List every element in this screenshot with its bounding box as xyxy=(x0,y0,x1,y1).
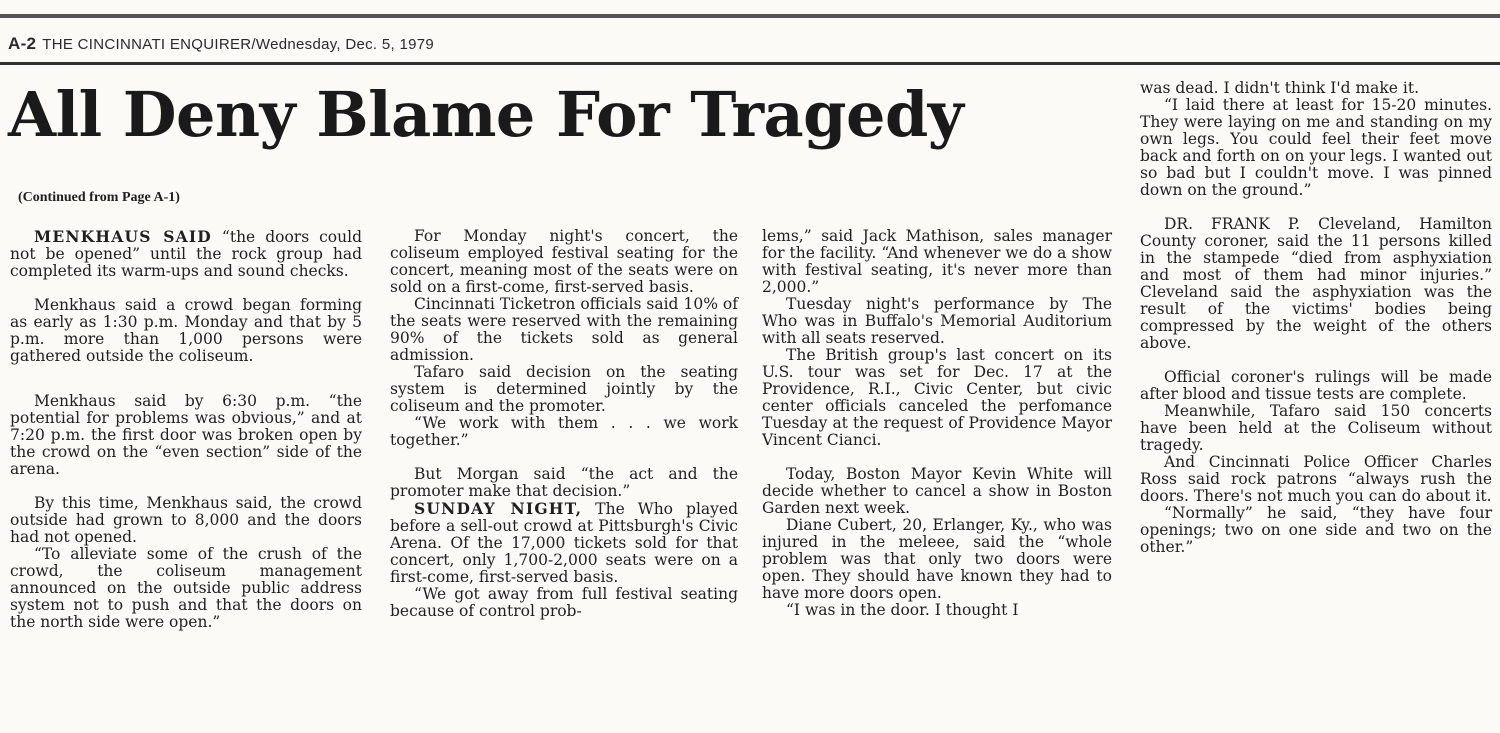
paragraph: MENKHAUS SAID “the doors could not be opened” until the rock group had completed its warm-ups and sound checks. xyxy=(10,227,362,280)
paragraph: Diane Cubert, 20, Erlanger, Ky., who was injured in the meleee, said the “whole problem was that only two doors were open. They should have known they had to have more doors open. xyxy=(762,516,1112,602)
paragraph: Tuesday night's performance by The Who was in Buffalo's Memorial Auditorium with all seats reserved. xyxy=(762,295,1112,347)
paragraph: Menkhaus said a crowd began forming as early as 1:30 p.m. Monday and that by 5 p.m. more than 1,000 persons were gathered outside the coliseum. xyxy=(10,296,362,365)
lead-in: MENKHAUS SAID xyxy=(34,227,212,246)
top-border xyxy=(0,14,1500,18)
continued-note: (Continued from Page A-1) xyxy=(18,190,180,205)
paragraph: “We got away from full festival seating because of control prob- xyxy=(390,585,738,620)
paragraph: For Monday night's concert, the coliseum employed festival seating for the concert, meaning most of the seats were on sold on a first-come, first-served basis. xyxy=(390,227,738,296)
headline: All Deny Blame For Tragedy xyxy=(8,78,964,151)
paragraph: Meanwhile, Tafaro said 150 concerts have been held at the Coliseum without tragedy. xyxy=(1140,402,1492,454)
paragraph: “Normally” he said, “they have four openings; two on one side and two on the other.” xyxy=(1140,504,1492,556)
column-2 xyxy=(390,228,738,620)
paragraph: Cincinnati Ticketron officials said 10% of the seats were reserved with the remaining 90% of the tickets sold as general admission. xyxy=(390,295,738,364)
column-4 xyxy=(1140,80,1492,556)
paragraph: But Morgan said “the act and the promoter make that decision.” xyxy=(390,465,738,500)
paragraph: “I laid there at least for 15-20 minutes. They were laying on me and standing on my own legs. You could feel their feet move back and forth on on your legs. I wanted out so bad but I couldn't move. I was pinned down on the ground.” xyxy=(1140,96,1492,199)
paragraph: DR. FRANK P. Cleveland, Hamilton County coroner, said the 11 persons killed in the stampede “died from asphyxiation and most of them had minor injuries.” Cleveland said the asphyxiation was the result of the victims' bodies being compressed by the weight of the others above. xyxy=(1140,215,1492,352)
column-1 xyxy=(10,228,362,631)
paragraph: Today, Boston Mayor Kevin White will decide whether to cancel a show in Boston Garden next week. xyxy=(762,465,1112,517)
lead-in: SUNDAY NIGHT, xyxy=(414,499,583,518)
column-3 xyxy=(762,228,1112,619)
paragraph: “I was in the door. I thought I xyxy=(786,601,1019,619)
paragraph: “To alleviate some of the crush of the crowd, the coliseum management announced on the outside public address system not to push and that the doors on the north side were open.” xyxy=(10,545,362,631)
paragraph: And Cincinnati Police Officer Charles Ross said rock patrons “always rush the doors. There's not much you can do about it. xyxy=(1140,453,1492,505)
paragraph: By this time, Menkhaus said, the crowd outside had grown to 8,000 and the doors had not opened. xyxy=(10,494,362,546)
paper-dateline: THE CINCINNATI ENQUIRER/Wednesday, Dec. 5, 1979 xyxy=(42,36,435,53)
folio-rule xyxy=(0,62,1500,65)
paragraph: Official coroner's rulings will be made after blood and tissue tests are complete. xyxy=(1140,368,1492,403)
folio-line xyxy=(8,34,434,54)
page-number: A-2 xyxy=(8,34,37,53)
paragraph: “We work with them . . . we work together.” xyxy=(390,414,738,449)
paragraph: The British group's last concert on its U.S. tour was set for Dec. 17 at the Providence, R.I., Civic Center, but civic center officials canceled the perfomance Tuesday at the request of Providence Mayor Vincent Cianci. xyxy=(762,346,1112,449)
paragraph: lems,” said Jack Mathison, sales manager for the facility. “And whenever we do a show with festival seating, it's never more than 2,000.” xyxy=(762,227,1112,296)
paragraph: SUNDAY NIGHT, The Who played before a sell-out crowd at Pittsburgh's Civic Arena. Of the 17,000 tickets sold for that concert, only 1,700-2,000 seats were on a first-come, first-served basis. xyxy=(390,499,738,586)
paragraph: Menkhaus said by 6:30 p.m. “the potential for problems was obvious,” and at 7:20 p.m. the first door was broken open by the crowd on the “even section” side of the arena. xyxy=(10,392,362,478)
paragraph: was dead. I didn't think I'd make it. xyxy=(1140,79,1419,97)
paragraph: Tafaro said decision on the seating system is determined jointly by the coliseum and the promoter. xyxy=(390,363,738,415)
